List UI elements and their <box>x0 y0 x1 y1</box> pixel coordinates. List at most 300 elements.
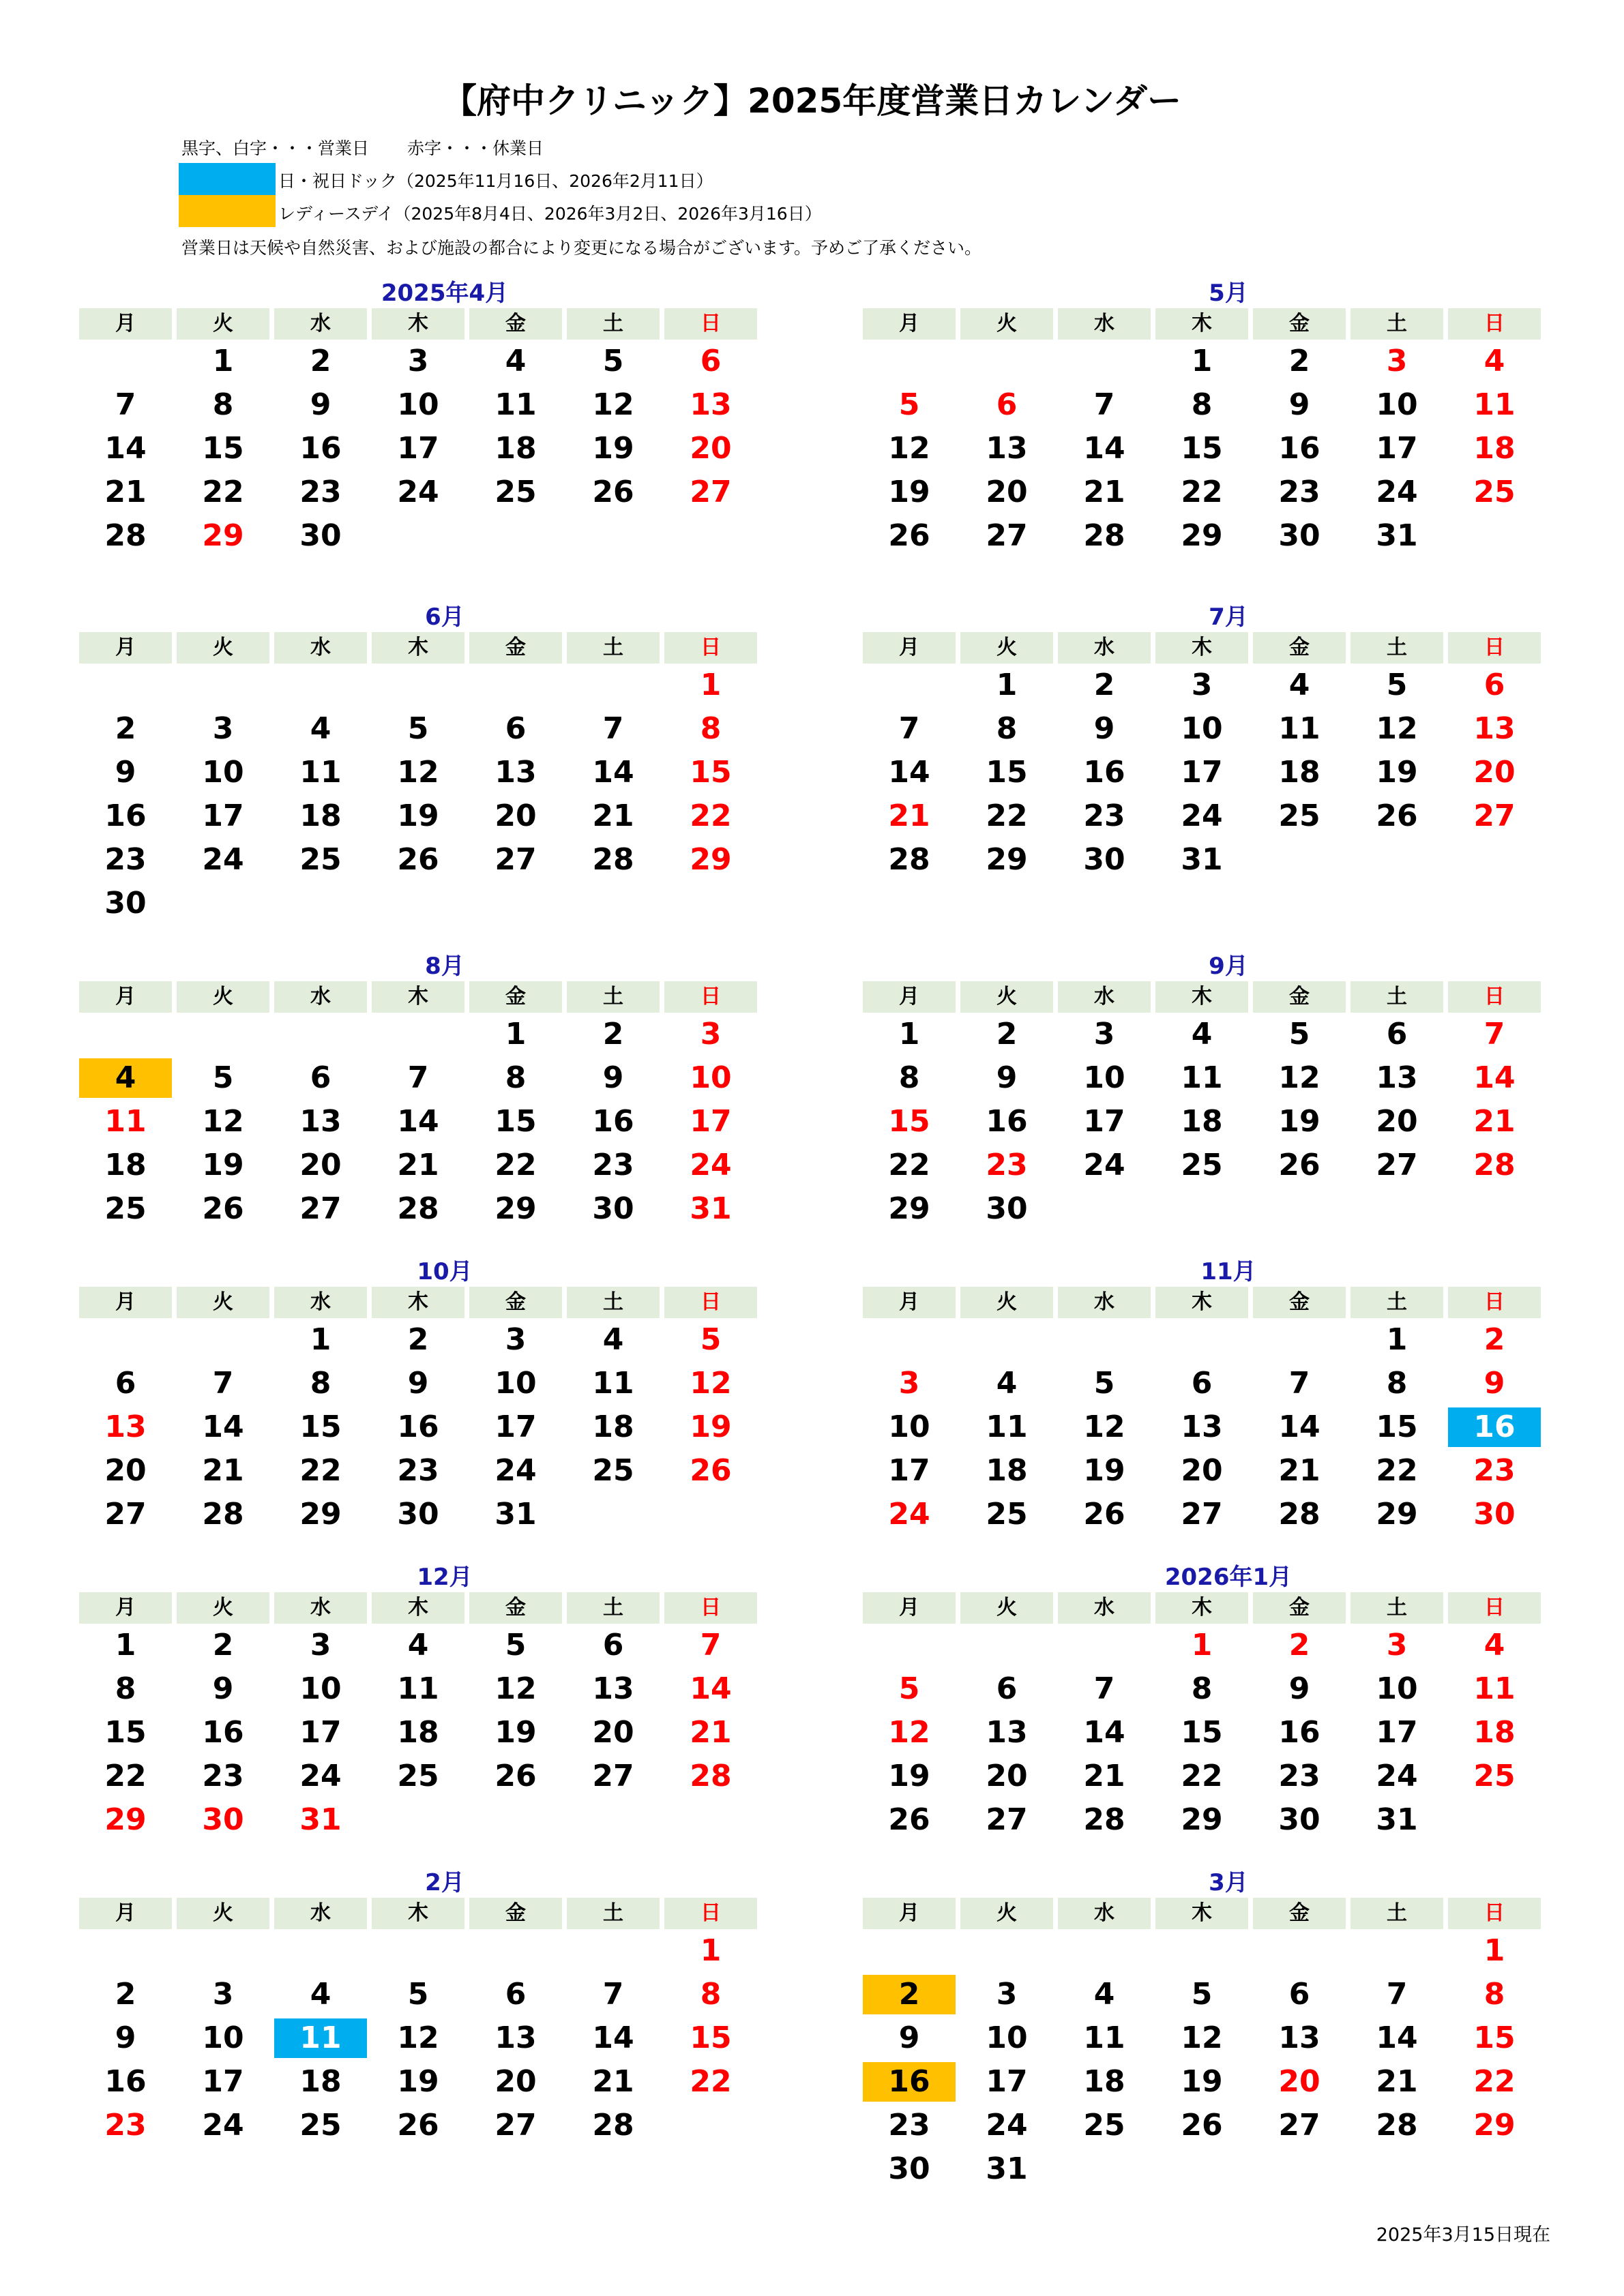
empty-day-cell <box>1448 2149 1541 2189</box>
day-cell: 14 <box>104 431 147 466</box>
day-cell: 29 <box>202 518 244 553</box>
weekday-header: 月 <box>79 981 172 1013</box>
month-title: 2月 <box>425 1869 464 1896</box>
empty-day-cell <box>372 1800 464 1840</box>
empty-day-cell <box>1253 1189 1346 1229</box>
day-cell: 27 <box>986 518 1028 553</box>
legend-holiday-text: 赤字・・・休業日 <box>407 138 544 158</box>
day-cell: 21 <box>1083 475 1125 509</box>
weekday-header: 木 <box>372 1287 464 1318</box>
weekday-header: 日 <box>1448 632 1541 664</box>
weekday-header: 火 <box>960 1898 1053 1929</box>
weekday-header: 水 <box>274 981 367 1013</box>
day-cell: 26 <box>1181 2108 1223 2143</box>
empty-day-cell <box>960 1931 1053 1971</box>
weekday-header: 木 <box>1155 1592 1248 1624</box>
week-row <box>79 1013 763 1056</box>
empty-day-cell <box>177 1015 269 1054</box>
day-cell: 24 <box>299 1759 342 1793</box>
weekday-header: 金 <box>1253 1592 1346 1624</box>
day-cell: 15 <box>1376 1410 1418 1444</box>
day-cell: 6 <box>1191 1366 1213 1401</box>
day-cell: 18 <box>494 431 537 466</box>
day-cell: 21 <box>1473 1104 1516 1139</box>
empty-day-cell <box>177 1931 269 1971</box>
day-cell: 27 <box>299 1191 342 1226</box>
day-cell: 3 <box>212 711 234 746</box>
day-cell: 18 <box>1083 2064 1125 2099</box>
day-cell: 18 <box>104 1148 147 1182</box>
day-cell: 16 <box>986 1104 1028 1139</box>
day-cell: 29 <box>1181 1802 1223 1837</box>
day-cell: 1 <box>1191 344 1213 378</box>
month-title: 11月 <box>1200 1258 1256 1285</box>
day-cell: 20 <box>1181 1453 1223 1488</box>
day-cell: 14 <box>690 1671 732 1706</box>
day-cell: 29 <box>1473 2108 1516 2143</box>
weekday-header: 金 <box>469 308 562 340</box>
weekday-header: 水 <box>274 1592 367 1624</box>
weekday-header: 月 <box>863 308 956 340</box>
empty-day-cell <box>1058 342 1151 381</box>
empty-day-cell <box>372 1015 464 1054</box>
weekday-header: 土 <box>567 308 660 340</box>
day-cell: 29 <box>888 1191 930 1226</box>
day-cell: 14 <box>888 755 930 790</box>
empty-day-cell <box>664 1800 757 1840</box>
day-cell: 6 <box>996 1671 1018 1706</box>
empty-day-cell <box>863 1931 956 1971</box>
week-row <box>79 2104 763 2147</box>
day-cell: 7 <box>1093 387 1115 422</box>
day-cell: 3 <box>505 1322 527 1357</box>
day-cell: 3 <box>1093 1017 1115 1052</box>
day-cell: 26 <box>494 1759 537 1793</box>
day-cell: 26 <box>397 2108 439 2143</box>
day-cell: 28 <box>104 518 147 553</box>
as-of-date: 2025年3月15日現在 <box>1376 2224 1550 2246</box>
weekday-header-row <box>79 1898 763 1929</box>
day-cell: 25 <box>299 2108 342 2143</box>
day-cell: 9 <box>898 2021 920 2055</box>
weekday-header: 火 <box>177 1592 269 1624</box>
day-cell: 14 <box>1083 431 1125 466</box>
week-row <box>863 1624 1546 1667</box>
empty-day-cell <box>274 1015 367 1054</box>
weekday-header: 土 <box>1350 308 1443 340</box>
day-cell: 19 <box>690 1410 732 1444</box>
weekday-header: 月 <box>79 308 172 340</box>
empty-day-cell <box>567 1931 660 1971</box>
empty-day-cell <box>1155 1189 1248 1229</box>
day-cell: 28 <box>1278 1497 1320 1532</box>
month-title: 6月 <box>425 603 464 631</box>
day-cell: 30 <box>592 1191 634 1226</box>
empty-day-cell <box>567 1800 660 1840</box>
weekday-header: 月 <box>863 632 956 664</box>
day-cell: 17 <box>202 2064 244 2099</box>
month-title: 5月 <box>1209 280 1248 307</box>
day-cell: 11 <box>1083 2021 1125 2055</box>
day-cell: 18 <box>1473 431 1516 466</box>
empty-day-cell <box>1350 1931 1443 1971</box>
day-cell: 1 <box>1191 1628 1213 1663</box>
day-cell: 28 <box>690 1759 732 1793</box>
day-cell: 12 <box>888 431 930 466</box>
day-cell: 7 <box>212 1366 234 1401</box>
day-cell: 18 <box>1181 1104 1223 1139</box>
legend-ladies-text: レディースデイ（2025年8月4日、2026年3月2日、2026年3月16日） <box>278 204 822 224</box>
day-cell: 28 <box>1083 1802 1125 1837</box>
day-cell: 25 <box>494 475 537 509</box>
day-cell: 9 <box>1483 1366 1505 1401</box>
empty-day-cell <box>664 516 757 556</box>
day-cell: 27 <box>1181 1497 1223 1532</box>
week-row <box>863 838 1546 882</box>
day-cell: 2 <box>1288 1628 1310 1663</box>
weekday-header: 火 <box>960 1287 1053 1318</box>
day-cell: 15 <box>888 1104 930 1139</box>
day-cell: 12 <box>888 1715 930 1750</box>
day-cell: 3 <box>1191 668 1213 702</box>
weekday-header: 土 <box>1350 632 1443 664</box>
empty-day-cell <box>1058 1626 1151 1665</box>
weekday-header: 土 <box>567 981 660 1013</box>
weekday-header-row <box>863 1592 1546 1624</box>
day-cell: 2 <box>602 1017 624 1052</box>
day-cell: 18 <box>299 799 342 833</box>
day-cell: 18 <box>592 1410 634 1444</box>
day-cell: 22 <box>1376 1453 1418 1488</box>
day-cell: 20 <box>494 2064 537 2099</box>
day-cell: 26 <box>690 1453 732 1488</box>
day-cell: 11 <box>1473 1671 1516 1706</box>
weekday-header-row <box>863 981 1546 1013</box>
day-cell: 20 <box>986 1759 1028 1793</box>
day-cell: 24 <box>1083 1148 1125 1182</box>
month-block <box>79 278 763 558</box>
day-cell: 1 <box>505 1017 527 1052</box>
week-row <box>79 838 763 882</box>
legend-business-holiday <box>181 135 544 160</box>
month-title: 9月 <box>1209 953 1248 980</box>
month-title: 3月 <box>1209 1869 1248 1896</box>
day-cell: 20 <box>104 1453 147 1488</box>
day-cell: 20 <box>690 431 732 466</box>
day-cell: 26 <box>1278 1148 1320 1182</box>
weekday-header: 火 <box>177 632 269 664</box>
week-row <box>79 1755 763 1798</box>
day-cell: 31 <box>986 2151 1028 2186</box>
weekday-header-row <box>863 632 1546 664</box>
empty-day-cell <box>274 1931 367 1971</box>
day-cell: 8 <box>310 1366 331 1401</box>
day-cell: 18 <box>1473 1715 1516 1750</box>
day-cell: 11 <box>1278 711 1320 746</box>
day-cell: 23 <box>202 1759 244 1793</box>
day-cell: 2 <box>212 1628 234 1663</box>
week-row <box>863 751 1546 794</box>
day-cell: 21 <box>690 1715 732 1750</box>
day-cell: 19 <box>888 1759 930 1793</box>
weekday-header: 金 <box>469 632 562 664</box>
day-cell: 13 <box>986 1715 1028 1750</box>
day-cell: 7 <box>115 387 136 422</box>
empty-day-cell <box>469 884 562 923</box>
day-cell: 16 <box>1278 1715 1320 1750</box>
day-cell: 21 <box>397 1148 439 1182</box>
day-cell: 19 <box>202 1148 244 1182</box>
day-cell: 4 <box>407 1628 429 1663</box>
day-cell: 7 <box>1093 1671 1115 1706</box>
day-cell: 20 <box>592 1715 634 1750</box>
day-cell: 2 <box>115 711 136 746</box>
day-cell: 28 <box>202 1497 244 1532</box>
day-cell: 28 <box>1083 518 1125 553</box>
weekday-header: 木 <box>1155 632 1248 664</box>
day-cell: 21 <box>1083 1759 1125 1793</box>
week-row <box>863 1056 1546 1100</box>
day-cell: 8 <box>1386 1366 1408 1401</box>
day-cell: 2 <box>407 1322 429 1357</box>
day-cell: 23 <box>104 842 147 877</box>
day-cell: 11 <box>592 1366 634 1401</box>
empty-day-cell <box>1350 1189 1443 1229</box>
day-cell: 9 <box>1288 1671 1310 1706</box>
weekday-header: 金 <box>1253 1287 1346 1318</box>
day-cell: 11 <box>299 755 342 790</box>
empty-day-cell <box>664 884 757 923</box>
weekday-header: 木 <box>372 1592 464 1624</box>
week-row <box>863 1711 1546 1755</box>
day-cell: 16 <box>202 1715 244 1750</box>
month-block <box>863 602 1546 882</box>
day-cell: 26 <box>1083 1497 1125 1532</box>
day-cell: 14 <box>592 2021 634 2055</box>
week-row <box>79 1144 763 1187</box>
day-cell: 15 <box>986 755 1028 790</box>
week-row <box>863 1798 1546 1842</box>
day-cell: 11 <box>1181 1060 1223 1095</box>
day-cell: 11 <box>1473 387 1516 422</box>
day-cell: 7 <box>602 711 624 746</box>
weekday-header-row <box>79 308 763 340</box>
day-cell: 3 <box>1386 344 1408 378</box>
day-cell: 25 <box>104 1191 147 1226</box>
day-cell: 17 <box>202 799 244 833</box>
week-row <box>79 794 763 838</box>
day-cell: 24 <box>1181 799 1223 833</box>
day-cell: 21 <box>202 1453 244 1488</box>
day-cell: 24 <box>690 1148 732 1182</box>
day-cell: 3 <box>700 1017 722 1052</box>
weekday-header: 土 <box>567 1287 660 1318</box>
day-cell: 10 <box>1376 387 1418 422</box>
day-cell: 3 <box>310 1628 331 1663</box>
week-row <box>79 664 763 707</box>
day-cell: 25 <box>1473 1759 1516 1793</box>
week-row <box>863 2147 1546 2191</box>
day-cell: 16 <box>104 799 147 833</box>
weekday-header: 土 <box>567 1592 660 1624</box>
month-title: 2026年1月 <box>1164 1564 1293 1591</box>
day-cell: 7 <box>602 1977 624 2012</box>
day-cell: 27 <box>494 842 537 877</box>
day-cell: 5 <box>1191 1977 1213 2012</box>
month-block <box>79 1562 763 1842</box>
weekday-header: 金 <box>469 1898 562 1929</box>
day-cell: 13 <box>1181 1410 1223 1444</box>
week-row <box>863 2060 1546 2104</box>
day-cell: 4 <box>996 1366 1018 1401</box>
day-cell: 5 <box>505 1628 527 1663</box>
empty-day-cell <box>177 884 269 923</box>
weekday-header: 水 <box>1058 981 1151 1013</box>
week-row <box>79 707 763 751</box>
day-cell: 11 <box>494 387 537 422</box>
day-cell: 4 <box>505 344 527 378</box>
day-cell: 24 <box>202 842 244 877</box>
day-cell: 5 <box>212 1060 234 1095</box>
day-cell: 23 <box>1473 1453 1516 1488</box>
empty-day-cell <box>863 1626 956 1665</box>
day-cell: 17 <box>494 1410 537 1444</box>
week-row <box>79 427 763 471</box>
day-cell: 5 <box>1288 1017 1310 1052</box>
weekday-header-row <box>79 632 763 664</box>
day-cell: 4 <box>1093 1977 1115 2012</box>
day-cell: 27 <box>1376 1148 1418 1182</box>
day-cell: 11 <box>104 1104 147 1139</box>
day-cell: 30 <box>888 2151 930 2186</box>
week-row <box>79 383 763 427</box>
weekday-header: 木 <box>372 308 464 340</box>
weekday-header: 日 <box>664 1287 757 1318</box>
day-cell: 19 <box>494 1715 537 1750</box>
day-cell: 26 <box>1376 799 1418 833</box>
weekday-header: 日 <box>1448 1898 1541 1929</box>
day-cell: 18 <box>299 2064 342 2099</box>
month-title: 7月 <box>1209 603 1248 631</box>
week-row <box>863 383 1546 427</box>
day-cell: 12 <box>1083 1410 1125 1444</box>
weekday-header: 火 <box>177 981 269 1013</box>
day-cell: 14 <box>202 1410 244 1444</box>
empty-day-cell <box>1155 1320 1248 1360</box>
day-cell: 7 <box>1386 1977 1408 2012</box>
day-cell: 15 <box>299 1410 342 1444</box>
week-row <box>863 514 1546 558</box>
day-cell: 20 <box>1473 755 1516 790</box>
day-cell: 28 <box>592 2108 634 2143</box>
day-cell: 20 <box>494 799 537 833</box>
day-cell: 21 <box>1278 1453 1320 1488</box>
day-cell: 19 <box>1083 1453 1125 1488</box>
day-cell: 21 <box>592 2064 634 2099</box>
day-cell: 24 <box>888 1497 930 1532</box>
day-cell: 12 <box>202 1104 244 1139</box>
day-cell: 4 <box>1483 1628 1505 1663</box>
day-cell: 28 <box>397 1191 439 1226</box>
day-cell: 3 <box>407 344 429 378</box>
legend-business-text: 黒字、白字・・・営業日 <box>181 138 370 158</box>
day-cell: 6 <box>505 1977 527 2012</box>
day-cell: 2 <box>863 1975 956 2014</box>
day-cell: 17 <box>397 431 439 466</box>
weekday-header-row <box>863 1898 1546 1929</box>
weekday-header: 水 <box>1058 308 1151 340</box>
day-cell: 25 <box>1083 2108 1125 2143</box>
week-row <box>863 1100 1546 1144</box>
day-cell: 6 <box>1483 668 1505 702</box>
day-cell: 30 <box>202 1802 244 1837</box>
month-block <box>863 1257 1546 1536</box>
day-cell: 7 <box>1483 1017 1505 1052</box>
day-cell: 27 <box>494 2108 537 2143</box>
empty-day-cell <box>1058 2149 1151 2189</box>
day-cell: 30 <box>1278 1802 1320 1837</box>
week-row <box>79 1318 763 1362</box>
day-cell: 29 <box>299 1497 342 1532</box>
day-cell: 31 <box>1376 518 1418 553</box>
day-cell: 2 <box>310 344 331 378</box>
empty-day-cell <box>863 666 956 705</box>
day-cell: 24 <box>986 2108 1028 2143</box>
day-cell: 17 <box>986 2064 1028 2099</box>
day-cell: 22 <box>104 1759 147 1793</box>
weekday-header: 木 <box>372 632 464 664</box>
day-cell: 22 <box>202 475 244 509</box>
day-cell: 10 <box>299 1671 342 1706</box>
empty-day-cell <box>1253 840 1346 880</box>
day-cell: 5 <box>898 1671 920 1706</box>
day-cell: 15 <box>690 2021 732 2055</box>
day-cell: 23 <box>1278 1759 1320 1793</box>
weekday-header: 日 <box>664 632 757 664</box>
day-cell: 10 <box>202 755 244 790</box>
empty-day-cell <box>863 342 956 381</box>
week-row <box>79 882 763 925</box>
week-row <box>79 514 763 558</box>
empty-day-cell <box>567 666 660 705</box>
day-cell: 17 <box>1181 755 1223 790</box>
day-cell: 14 <box>1083 1715 1125 1750</box>
day-cell: 9 <box>1093 711 1115 746</box>
day-cell: 22 <box>986 799 1028 833</box>
day-cell: 22 <box>690 2064 732 2099</box>
day-cell: 28 <box>888 842 930 877</box>
day-cell: 25 <box>1181 1148 1223 1182</box>
weekday-header: 月 <box>863 981 956 1013</box>
week-row <box>79 1405 763 1449</box>
empty-day-cell <box>664 2106 757 2145</box>
empty-day-cell <box>1253 1320 1346 1360</box>
day-cell: 26 <box>202 1191 244 1226</box>
day-cell: 25 <box>299 842 342 877</box>
day-cell: 21 <box>1376 2064 1418 2099</box>
weekday-header-row <box>79 981 763 1013</box>
empty-day-cell <box>79 666 172 705</box>
week-row <box>863 794 1546 838</box>
day-cell: 9 <box>310 387 331 422</box>
weekday-header: 火 <box>960 981 1053 1013</box>
week-row <box>863 1667 1546 1711</box>
weekday-header: 金 <box>469 1592 562 1624</box>
day-cell: 19 <box>888 475 930 509</box>
day-cell: 20 <box>986 475 1028 509</box>
empty-day-cell <box>469 1931 562 1971</box>
day-cell: 6 <box>310 1060 331 1095</box>
